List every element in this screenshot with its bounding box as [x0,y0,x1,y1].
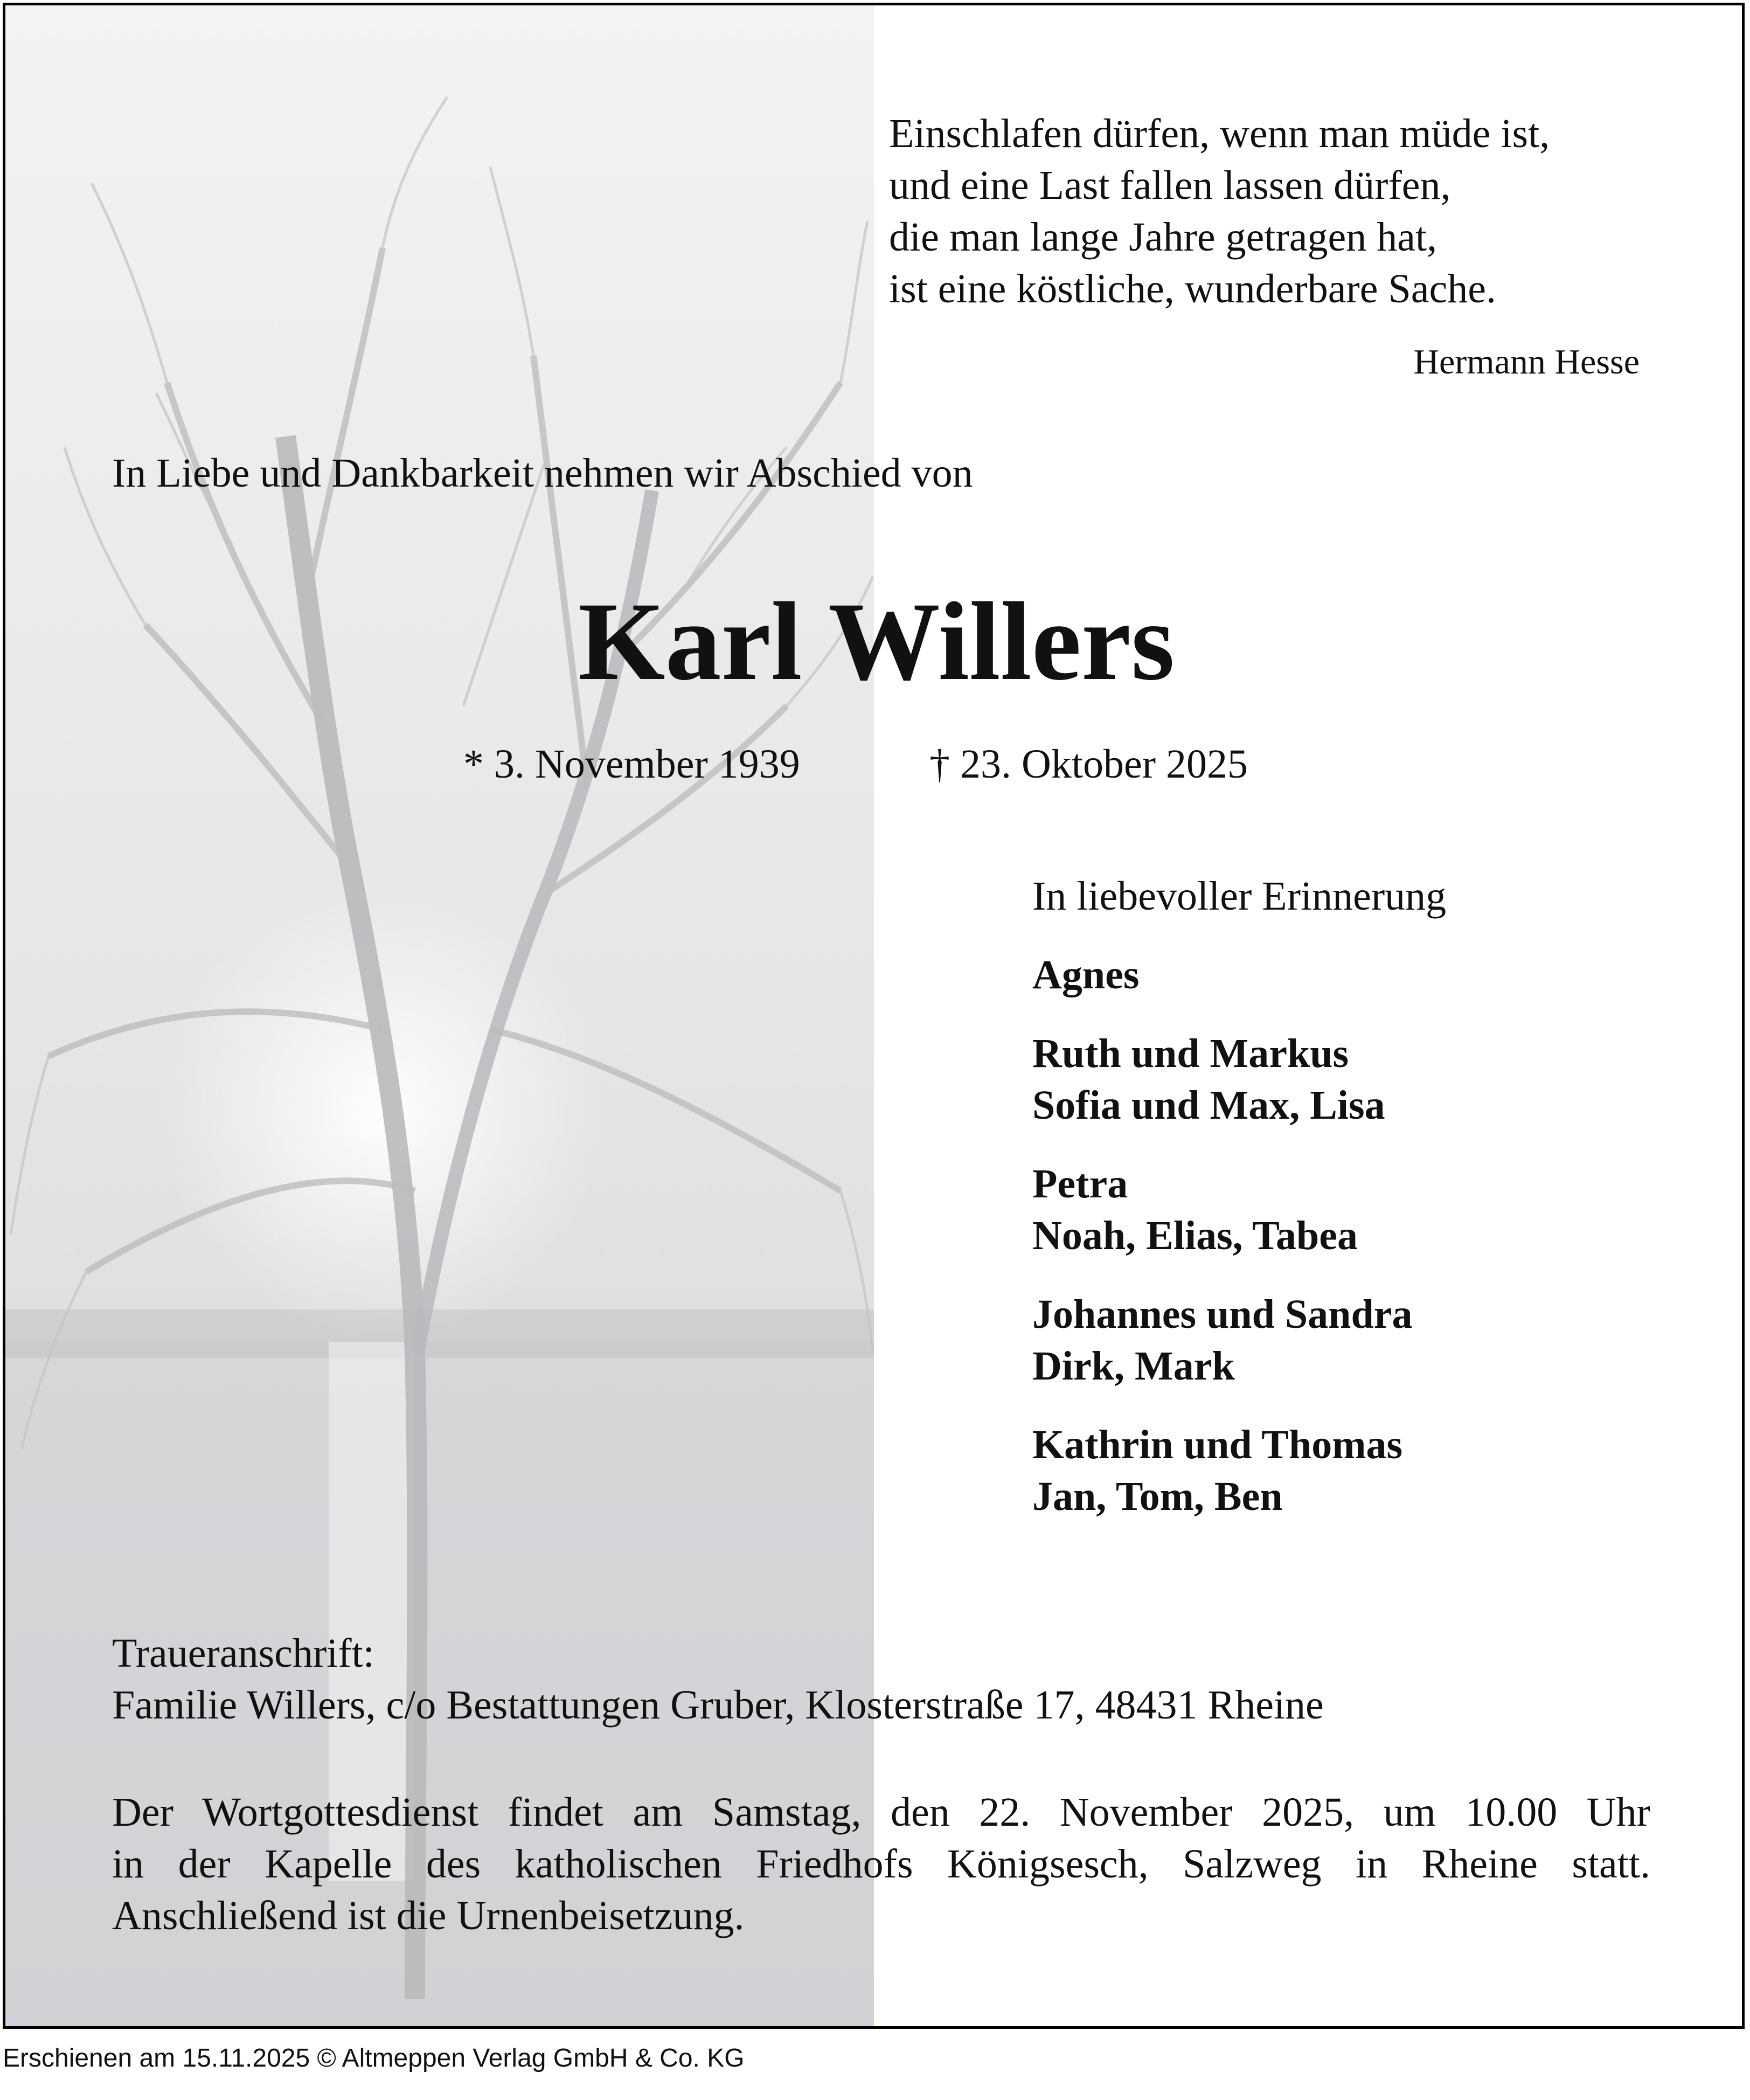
intro-text: In Liebe und Dankbarkeit nehmen wir Abschied von [112,451,973,496]
quote-line: die man lange Jahre getragen hat, [889,214,1438,260]
obituary-frame [3,3,1745,2029]
mourners-list [1032,870,1679,1522]
hesse-quote [889,108,1654,315]
mourner-line: Kathrin und Thomas [1032,1422,1403,1467]
mourner-line: Jan, Tom, Ben [1032,1474,1283,1519]
publication-footer: Erschienen am 15.11.2025 © Altmeppen Verlag GmbH & Co. KG [3,2044,745,2073]
mourner-line: Johannes und Sandra [1032,1292,1413,1337]
death-date: † 23. Oktober 2025 [929,741,1248,787]
mourner-group [1032,1288,1679,1392]
quote-author: Hermann Hesse [1413,342,1640,382]
address-text: Familie Willers, c/o Bestattungen Gruber, Klosterstraße 17, 48431 Rheine [112,1682,1324,1728]
mourner-group [1032,1158,1679,1262]
mourner-group [1032,949,1679,1001]
birth-date: * 3. November 1939 [463,741,800,787]
service-notice [112,1786,1650,1942]
quote-line: und eine Last fallen lassen dürfen, [889,163,1451,208]
mourners-heading: In liebevoller Erinnerung [1032,874,1447,919]
mourner-line: Ruth und Markus [1032,1031,1349,1076]
mourner-line: Petra [1032,1161,1128,1207]
mourning-address [112,1627,1324,1731]
quote-line: ist eine köstliche, wunderbare Sache. [889,266,1496,311]
mourner-line: Agnes [1032,952,1140,997]
mourner-line: Noah, Elias, Tabea [1032,1213,1358,1258]
mourner-group [1032,1028,1679,1131]
service-line: Der Wortgottesdienst findet am Samstag, den 22. November 2025, um 10.00 Uhr [112,1790,1650,1835]
address-label: Traueranschrift: [112,1631,374,1676]
service-line: in der Kapelle des katholischen Friedhofs Königsesch, Salzweg in Rheine statt. [112,1841,1650,1887]
deceased-name: Karl Willers [578,579,1175,703]
mourner-group [1032,1419,1679,1522]
mourner-line: Dirk, Mark [1032,1343,1235,1389]
mourner-line: Sofia und Max, Lisa [1032,1083,1385,1128]
service-line: Anschließend ist die Urnenbeisetzung. [112,1893,745,1938]
quote-line: Einschlafen dürfen, wenn man müde ist, [889,111,1550,156]
